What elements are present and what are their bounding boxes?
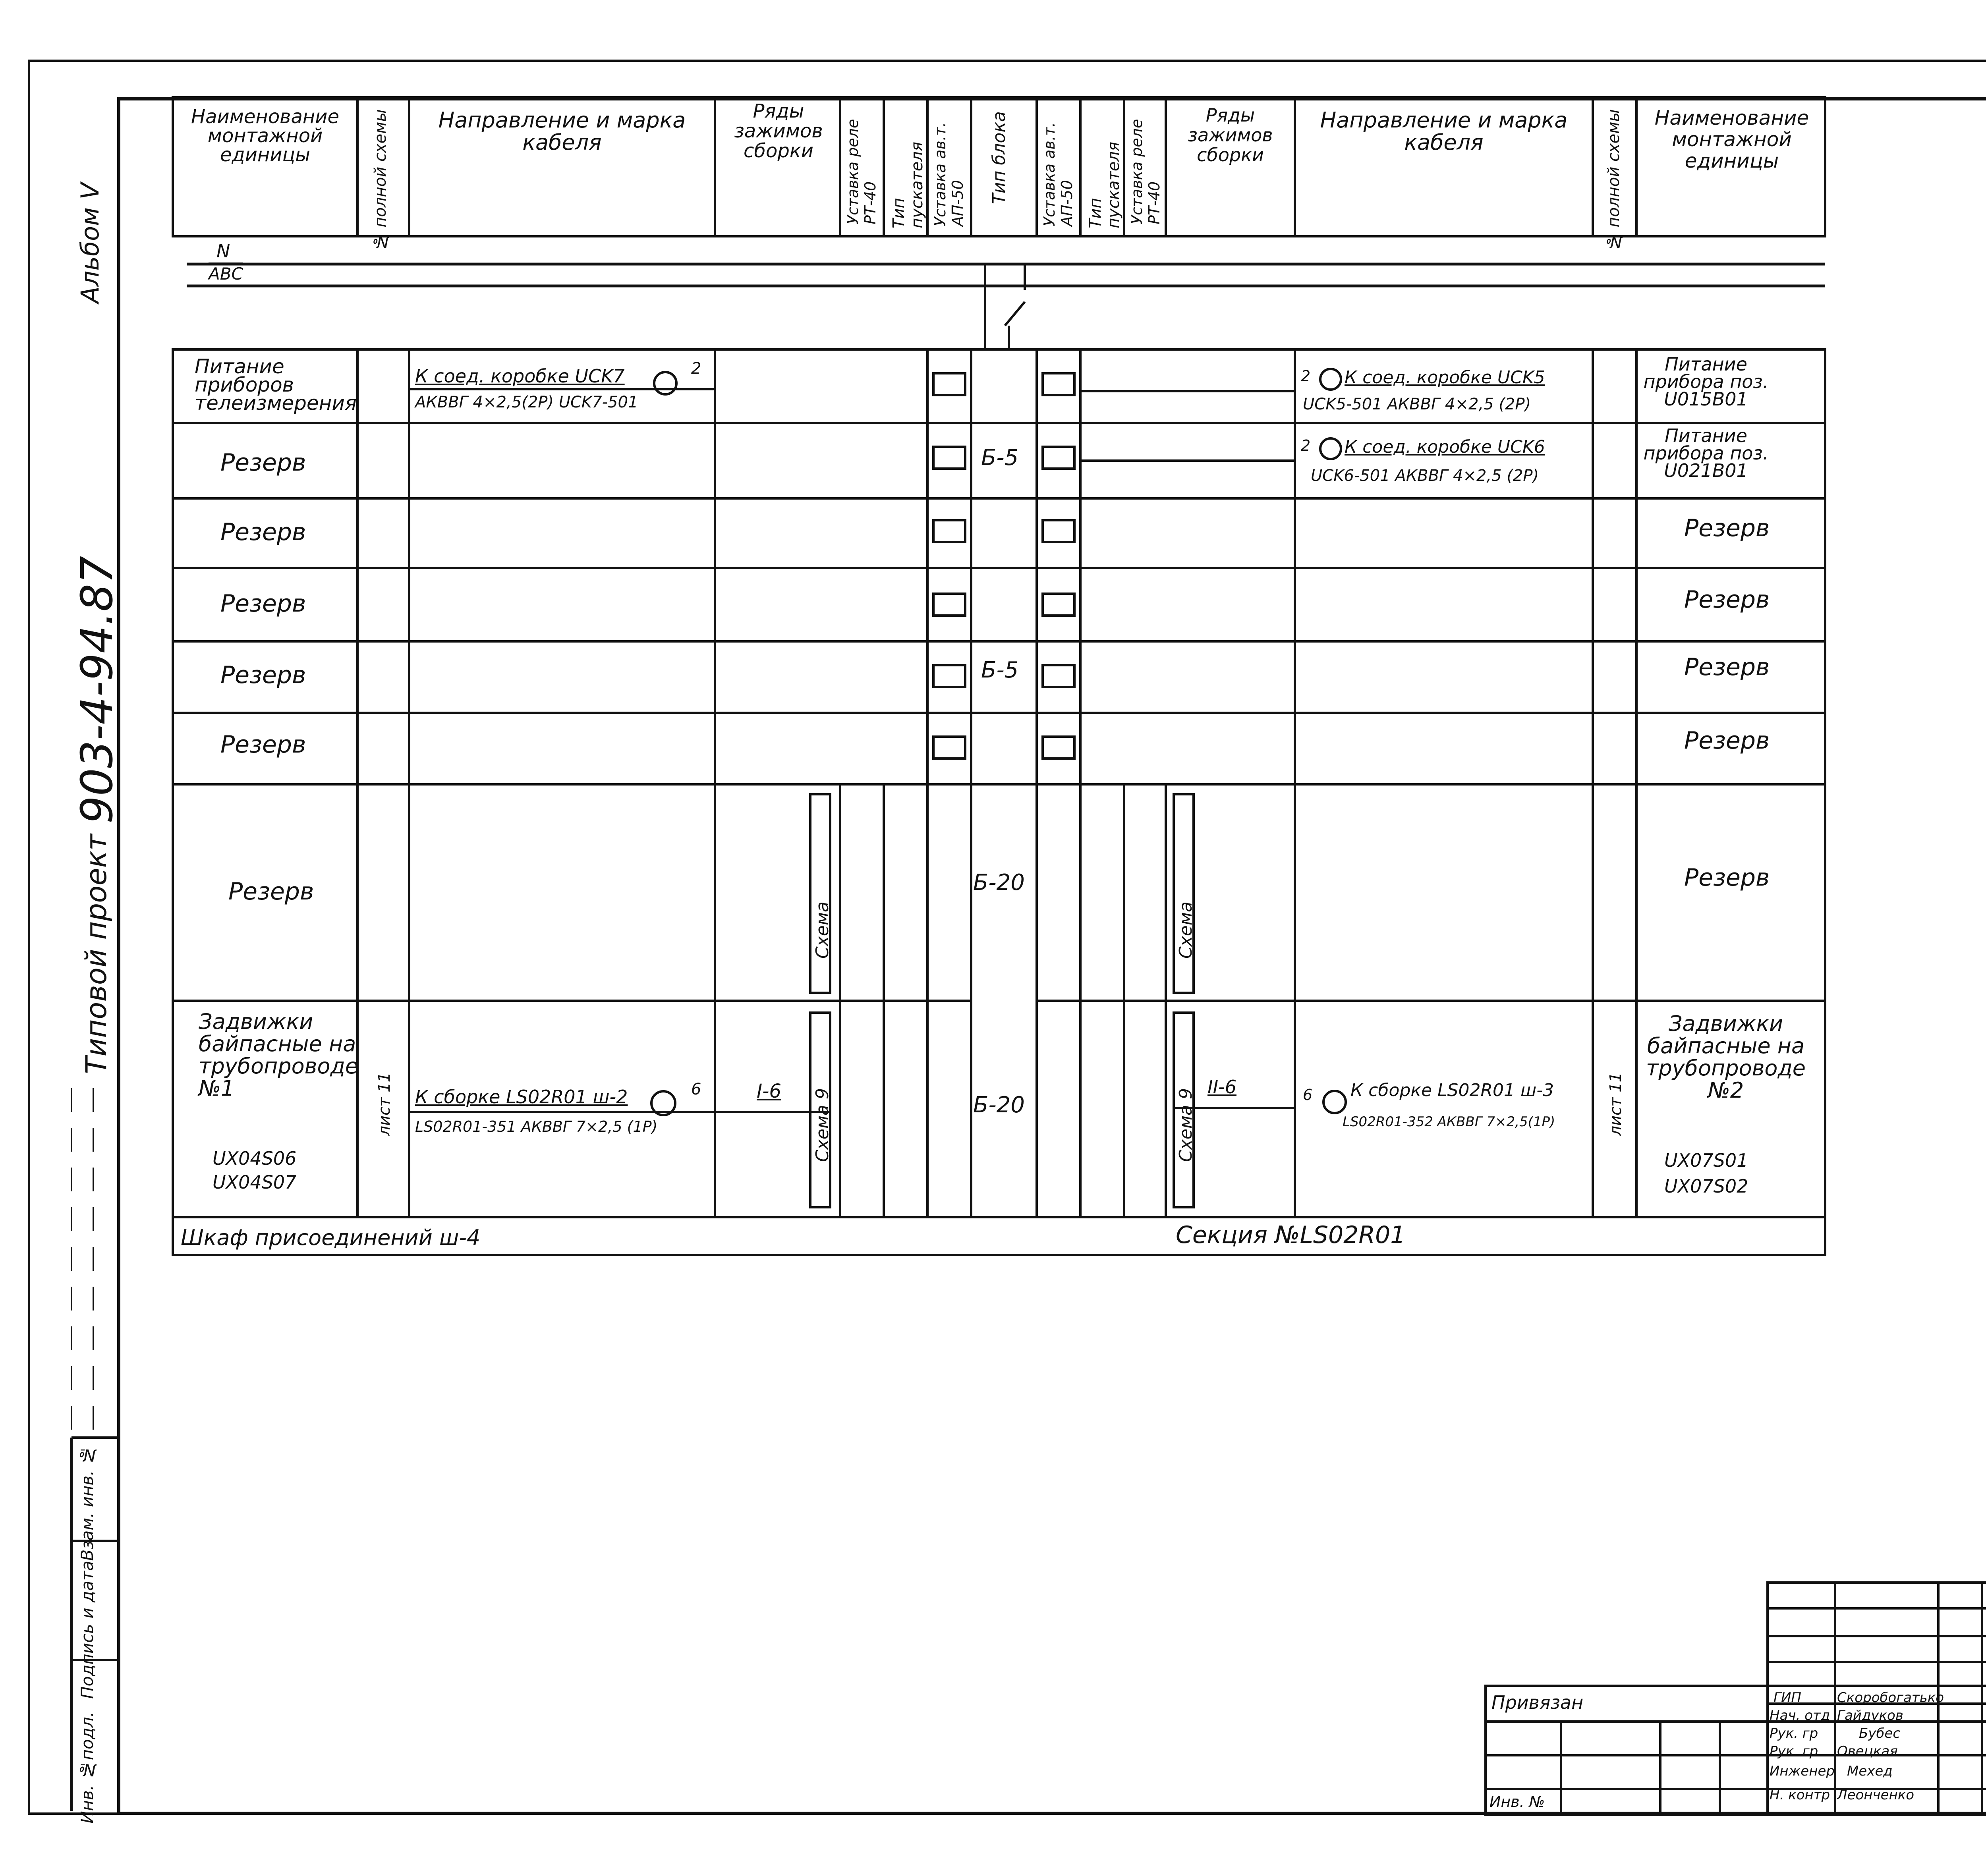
staff-role-5: Н. контр bbox=[1770, 1787, 1830, 1803]
album-label: Альбом V bbox=[75, 183, 104, 303]
row7-right-scheme: Схема bbox=[1176, 901, 1196, 959]
row8-right-pin: 6 bbox=[1303, 1086, 1313, 1104]
stamp-sign-label: Подпись и дата bbox=[77, 1561, 97, 1699]
header-direction-right: Направление и марка кабеля bbox=[1320, 108, 1568, 155]
row8-left-code-2: UX04S07 bbox=[213, 1172, 297, 1193]
inv-no-label: Инв. № bbox=[1490, 1793, 1545, 1810]
row4-left-name: Резерв bbox=[220, 590, 306, 618]
row8-left-scheme: Схема 9 bbox=[812, 1088, 833, 1162]
row2-right-pin: 2 bbox=[1301, 437, 1311, 454]
row1-left-pin: 2 bbox=[691, 359, 701, 378]
header-unit-name-right: Наименование монтажной единицы bbox=[1654, 106, 1809, 172]
row8-left-pin: 6 bbox=[691, 1080, 701, 1098]
terminal-squares-right bbox=[1043, 373, 1074, 759]
staff-name-4: Мехед bbox=[1847, 1763, 1893, 1779]
header-scheme-no-right: № полной схемы bbox=[1605, 109, 1623, 251]
staff-name-1: Гайдуков bbox=[1837, 1708, 1903, 1724]
staff-name-5: Леонченко bbox=[1837, 1787, 1915, 1803]
row3-left-name: Резерв bbox=[220, 518, 306, 546]
row8-right-name: Задвижки байпасные на трубопроводе №2 bbox=[1646, 1011, 1806, 1103]
bus-label-abc: $\overline{ABC}$ bbox=[209, 264, 243, 284]
row8-right-sheet: лист 11 bbox=[1607, 1072, 1625, 1136]
header-terminal-rows-right: Ряды зажимов сборки bbox=[1188, 104, 1273, 166]
row2-right-cable-to: К соед. коробке UCK6 bbox=[1345, 437, 1545, 457]
row1-left-cable-mark: АКВВГ 4×2,5(2Р) UCK7-501 bbox=[415, 393, 638, 411]
header-unit-name-left: Наименование монтажной единицы bbox=[191, 106, 339, 166]
header-relay-setting-right: Уставка реле РТ-40 bbox=[1128, 119, 1163, 224]
row8-left-code-1: UX04S06 bbox=[213, 1148, 297, 1169]
header-starter-type-left: Тип пускателя bbox=[890, 141, 926, 228]
header-scheme-no-left: № полной схемы bbox=[371, 109, 390, 251]
header-terminal-rows-left: Ряды зажимов сборки bbox=[734, 100, 823, 162]
row8-left-name: Задвижки байпасные на трубопроводе №1 bbox=[199, 1009, 359, 1101]
row1-right-name: Питание прибора поз. U015В01 bbox=[1643, 353, 1769, 410]
staff-name-0: Скоробогатько bbox=[1837, 1690, 1944, 1706]
row5-block: Б-5 bbox=[981, 657, 1019, 683]
typical-project-label: Типовой проект bbox=[79, 834, 113, 1074]
header-block-type: Тип блока bbox=[989, 111, 1009, 204]
row2-left-name: Резерв bbox=[220, 449, 306, 477]
staff-role-3: Рук. гр bbox=[1770, 1743, 1818, 1759]
staff-role-1: Нач. отд bbox=[1770, 1708, 1830, 1724]
row4-right-name: Резерв bbox=[1684, 586, 1770, 614]
row1-right-cable-to: К соед. коробке UCK5 bbox=[1345, 367, 1545, 388]
staff-name-2: Бубес bbox=[1859, 1725, 1901, 1741]
header-direction-left: Направление и марка кабеля bbox=[438, 108, 686, 155]
row1-left-name: Питание приборов телеизмерения bbox=[195, 355, 357, 415]
row7-right-name: Резерв bbox=[1684, 864, 1770, 892]
row1-left-cable-to: К соед. коробке UCK7 bbox=[415, 365, 625, 387]
row2-right-cable-mark: UCK6-501 АКВВГ 4×2,5 (2Р) bbox=[1311, 467, 1539, 485]
stamp-inv-label: Инв. №подл. bbox=[77, 1712, 97, 1824]
row2-block: Б-5 bbox=[981, 445, 1019, 471]
row8-left-cable-mark: LS02R01-351 АКВВГ 7×2,5 (1Р) bbox=[415, 1118, 658, 1135]
row8-right-scheme: Схема 9 bbox=[1176, 1088, 1196, 1162]
header-breaker-right: Уставка ав.т. АП-50 bbox=[1041, 122, 1076, 226]
row7-left-name: Резерв bbox=[228, 878, 314, 905]
bus-label-n: N bbox=[216, 240, 230, 262]
row2-right-name: Питание прибора поз. U021В01 bbox=[1643, 425, 1769, 481]
row8-right-code-2: UX07S02 bbox=[1664, 1175, 1748, 1197]
row1-right-pin: 2 bbox=[1301, 367, 1311, 385]
staff-role-0: ГИП bbox=[1773, 1690, 1801, 1706]
row8-left-terminal: I-6 bbox=[757, 1080, 782, 1102]
project-code-label: 903-4-94.87 bbox=[71, 556, 122, 824]
row3-right-name: Резерв bbox=[1684, 514, 1770, 542]
bound-label: Привязан bbox=[1491, 1692, 1584, 1713]
row5-left-name: Резерв bbox=[220, 661, 306, 689]
row6-left-name: Резерв bbox=[220, 731, 306, 759]
header-relay-setting-left: Уставка реле РТ-40 bbox=[844, 119, 879, 224]
row8-right-cable-to: К сборке LS02R01 ш-3 bbox=[1350, 1080, 1554, 1100]
footer-section: Секция №LS02R01 bbox=[1176, 1221, 1406, 1249]
staff-role-4: Инженер bbox=[1770, 1763, 1835, 1779]
header-starter-type-right: Тип пускателя bbox=[1086, 141, 1123, 228]
stamp-replace-label: Взам. инв. № bbox=[77, 1446, 97, 1561]
row8-right-terminal: II-6 bbox=[1207, 1076, 1236, 1098]
row1-right-cable-mark: UCK5-501 АКВВГ 4×2,5 (2Р) bbox=[1303, 395, 1531, 413]
row7-left-scheme: Схема bbox=[812, 901, 833, 959]
footer-cabinet: Шкаф присоединений ш-4 bbox=[181, 1225, 481, 1250]
staff-name-3: Овецкая bbox=[1837, 1743, 1898, 1759]
row5-right-name: Резерв bbox=[1684, 653, 1770, 681]
row8-block: Б-20 bbox=[973, 1092, 1025, 1118]
row8-right-code-1: UX07S01 bbox=[1664, 1150, 1748, 1171]
row8-left-cable-to: К сборке LS02R01 ш-2 bbox=[415, 1086, 628, 1108]
row6-right-name: Резерв bbox=[1684, 727, 1770, 755]
terminal-squares-left bbox=[933, 373, 965, 759]
staff-role-2: Рук. гр bbox=[1770, 1725, 1818, 1741]
row7-block: Б-20 bbox=[973, 870, 1025, 896]
header-breaker-left: Уставка ав.т. АП-50 bbox=[931, 122, 966, 226]
row8-left-sheet: лист 11 bbox=[375, 1072, 394, 1136]
row8-right-cable-mark: LS02R01-352 АКВВГ 7×2,5(1Р) bbox=[1343, 1114, 1555, 1130]
